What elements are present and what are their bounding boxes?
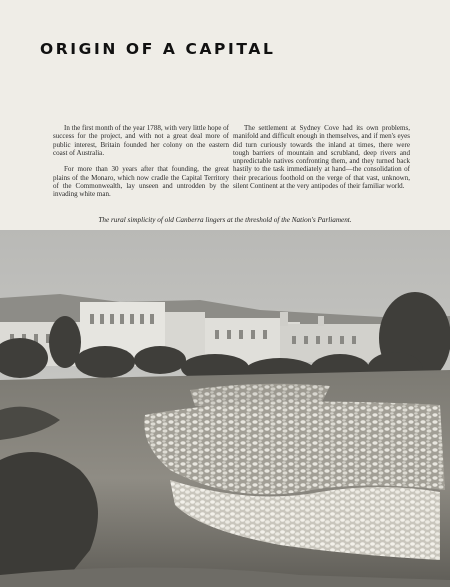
parliament-photo [0, 230, 450, 587]
photo-caption: The rural simplicity of old Canberra lingers at the threshold of the Nation's Parliament. [98, 216, 352, 224]
text-column-right [233, 124, 410, 199]
paragraph: In the first month of the year 1788, with very little hope of success for the project, and with not a great deal more of public interest, Britain founded her colony on the eastern coast of Australia. [53, 124, 229, 157]
paragraph: For more than 30 years after that founding, the great plains of the Monaro, which now cradle the Capital Territory of the Commonwealth, lay unseen and untrodden by the invading white man. [53, 165, 229, 199]
page-title: ORIGIN OF A CAPITAL [40, 40, 276, 58]
text-column-left [53, 124, 229, 207]
paragraph: The settlement at Sydney Cove had its own problems, manifold and difficult enough in themselves, and if men's eyes did turn curiously towards the inland at times, there were tough barriers of mountain and scrubland, deep rivers and unpredictable natives confronting them, and they turned back hastily to the task immediately at hand—the consolidation of their precarious foothold on the verge of that vast, unknown, silent Continent at the very antipodes of their familiar world. [233, 124, 410, 191]
